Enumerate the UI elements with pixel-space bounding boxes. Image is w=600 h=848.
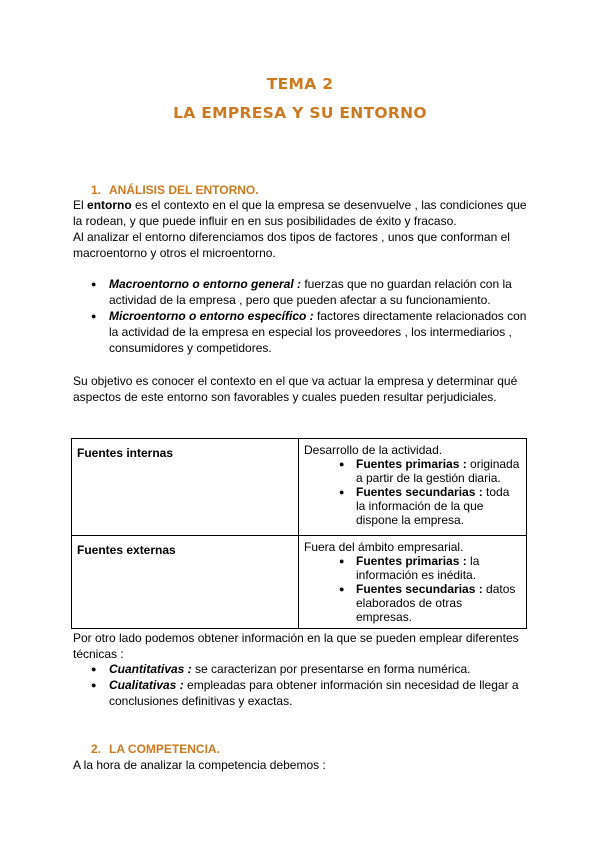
section-title: ANÁLISIS DEL ENTORNO. (109, 183, 259, 197)
table-row (72, 536, 527, 629)
cell-intro: Desarrollo de la actividad. (304, 443, 443, 457)
objective-paragraph: Su objetivo es conocer el contexto en el que va actuar la empresa y determinar qué aspectos de este entorno son favorables y cuales pueden resultar perjudiciales. (73, 374, 518, 404)
section-number: 2. (91, 742, 102, 756)
techniques-paragraph: Por otro lado podemos obtener información en la que se pueden emplear diferentes técnicas : (73, 631, 519, 661)
list-term: Fuentes secundarias : (356, 485, 483, 499)
factors-paragraph: Al analizar el entorno diferenciamos dos tipos de factores , unos que conforman el macroentorno y otros el microentorno. (73, 230, 510, 260)
cell-list (304, 554, 521, 624)
list-item (339, 582, 521, 624)
list-item (339, 457, 521, 485)
list-text: originada a partir de la gestión diaria. (356, 457, 520, 485)
list-item (91, 308, 531, 356)
table-cell-content (299, 439, 527, 536)
table-row (72, 439, 527, 536)
list-text: datos elaborados de otras empresas. (356, 582, 516, 624)
competition-paragraph: A la hora de analizar la competencia debemos : (73, 758, 326, 772)
list-term: Microentorno o entorno específico : (109, 309, 314, 323)
cell-list (304, 457, 521, 527)
list-term: Fuentes secundarias : (356, 582, 483, 596)
table-cell-label: Fuentes externas (72, 536, 299, 629)
text-span: es el contexto en el que la empresa se desenvuelve , las condiciones que la rodean, y que puede influir en en sus posibilidades de éxito y fracaso. (73, 198, 527, 228)
table-cell-label: Fuentes internas (72, 439, 299, 536)
section-number: 1. (91, 183, 102, 197)
list-term: Macroentorno o entorno general : (109, 277, 302, 291)
list-term: Fuentes primarias : (356, 457, 467, 471)
bold-term-entorno: entorno (87, 198, 132, 212)
list-text: empleadas para obtener información sin necesidad de llegar a conclusiones definitivas y exactas. (109, 678, 519, 708)
table-cell-content (299, 536, 527, 629)
document-subtitle: LA EMPRESA Y SU ENTORNO (173, 104, 427, 122)
techniques-list (91, 661, 531, 709)
list-term: Cuantitativas : (109, 662, 192, 676)
environment-list (91, 276, 531, 356)
section-title: LA COMPETENCIA. (109, 742, 220, 756)
document-title: TEMA 2 (266, 75, 334, 93)
list-term: Cualitativas : (109, 678, 184, 692)
list-item (339, 554, 521, 582)
list-text: toda la información de la que dispone la empresa. (356, 485, 510, 527)
list-text: fuerzas que no guardan relación con la actividad de la empresa , pero que pueden afectar a su funcionamiento. (109, 277, 512, 307)
list-text: factores directamente relacionados con la actividad de la empresa en especial los proveedores , los intermediarios , consumidores y competidores. (109, 309, 527, 355)
text-span: El (73, 198, 88, 212)
sources-table (71, 438, 527, 629)
section-heading-2 (91, 741, 220, 757)
list-text: se caracterizan por presentarse en forma numérica. (191, 662, 471, 676)
list-text: la información es inédita. (356, 554, 480, 582)
intro-paragraph (73, 197, 533, 229)
list-item (91, 677, 531, 709)
list-item (91, 661, 531, 677)
list-term: Fuentes primarias : (356, 554, 467, 568)
list-item (339, 485, 521, 527)
cell-intro: Fuera del ámbito empresarial. (304, 540, 464, 554)
section-heading-1 (91, 182, 259, 198)
list-item (91, 276, 531, 308)
